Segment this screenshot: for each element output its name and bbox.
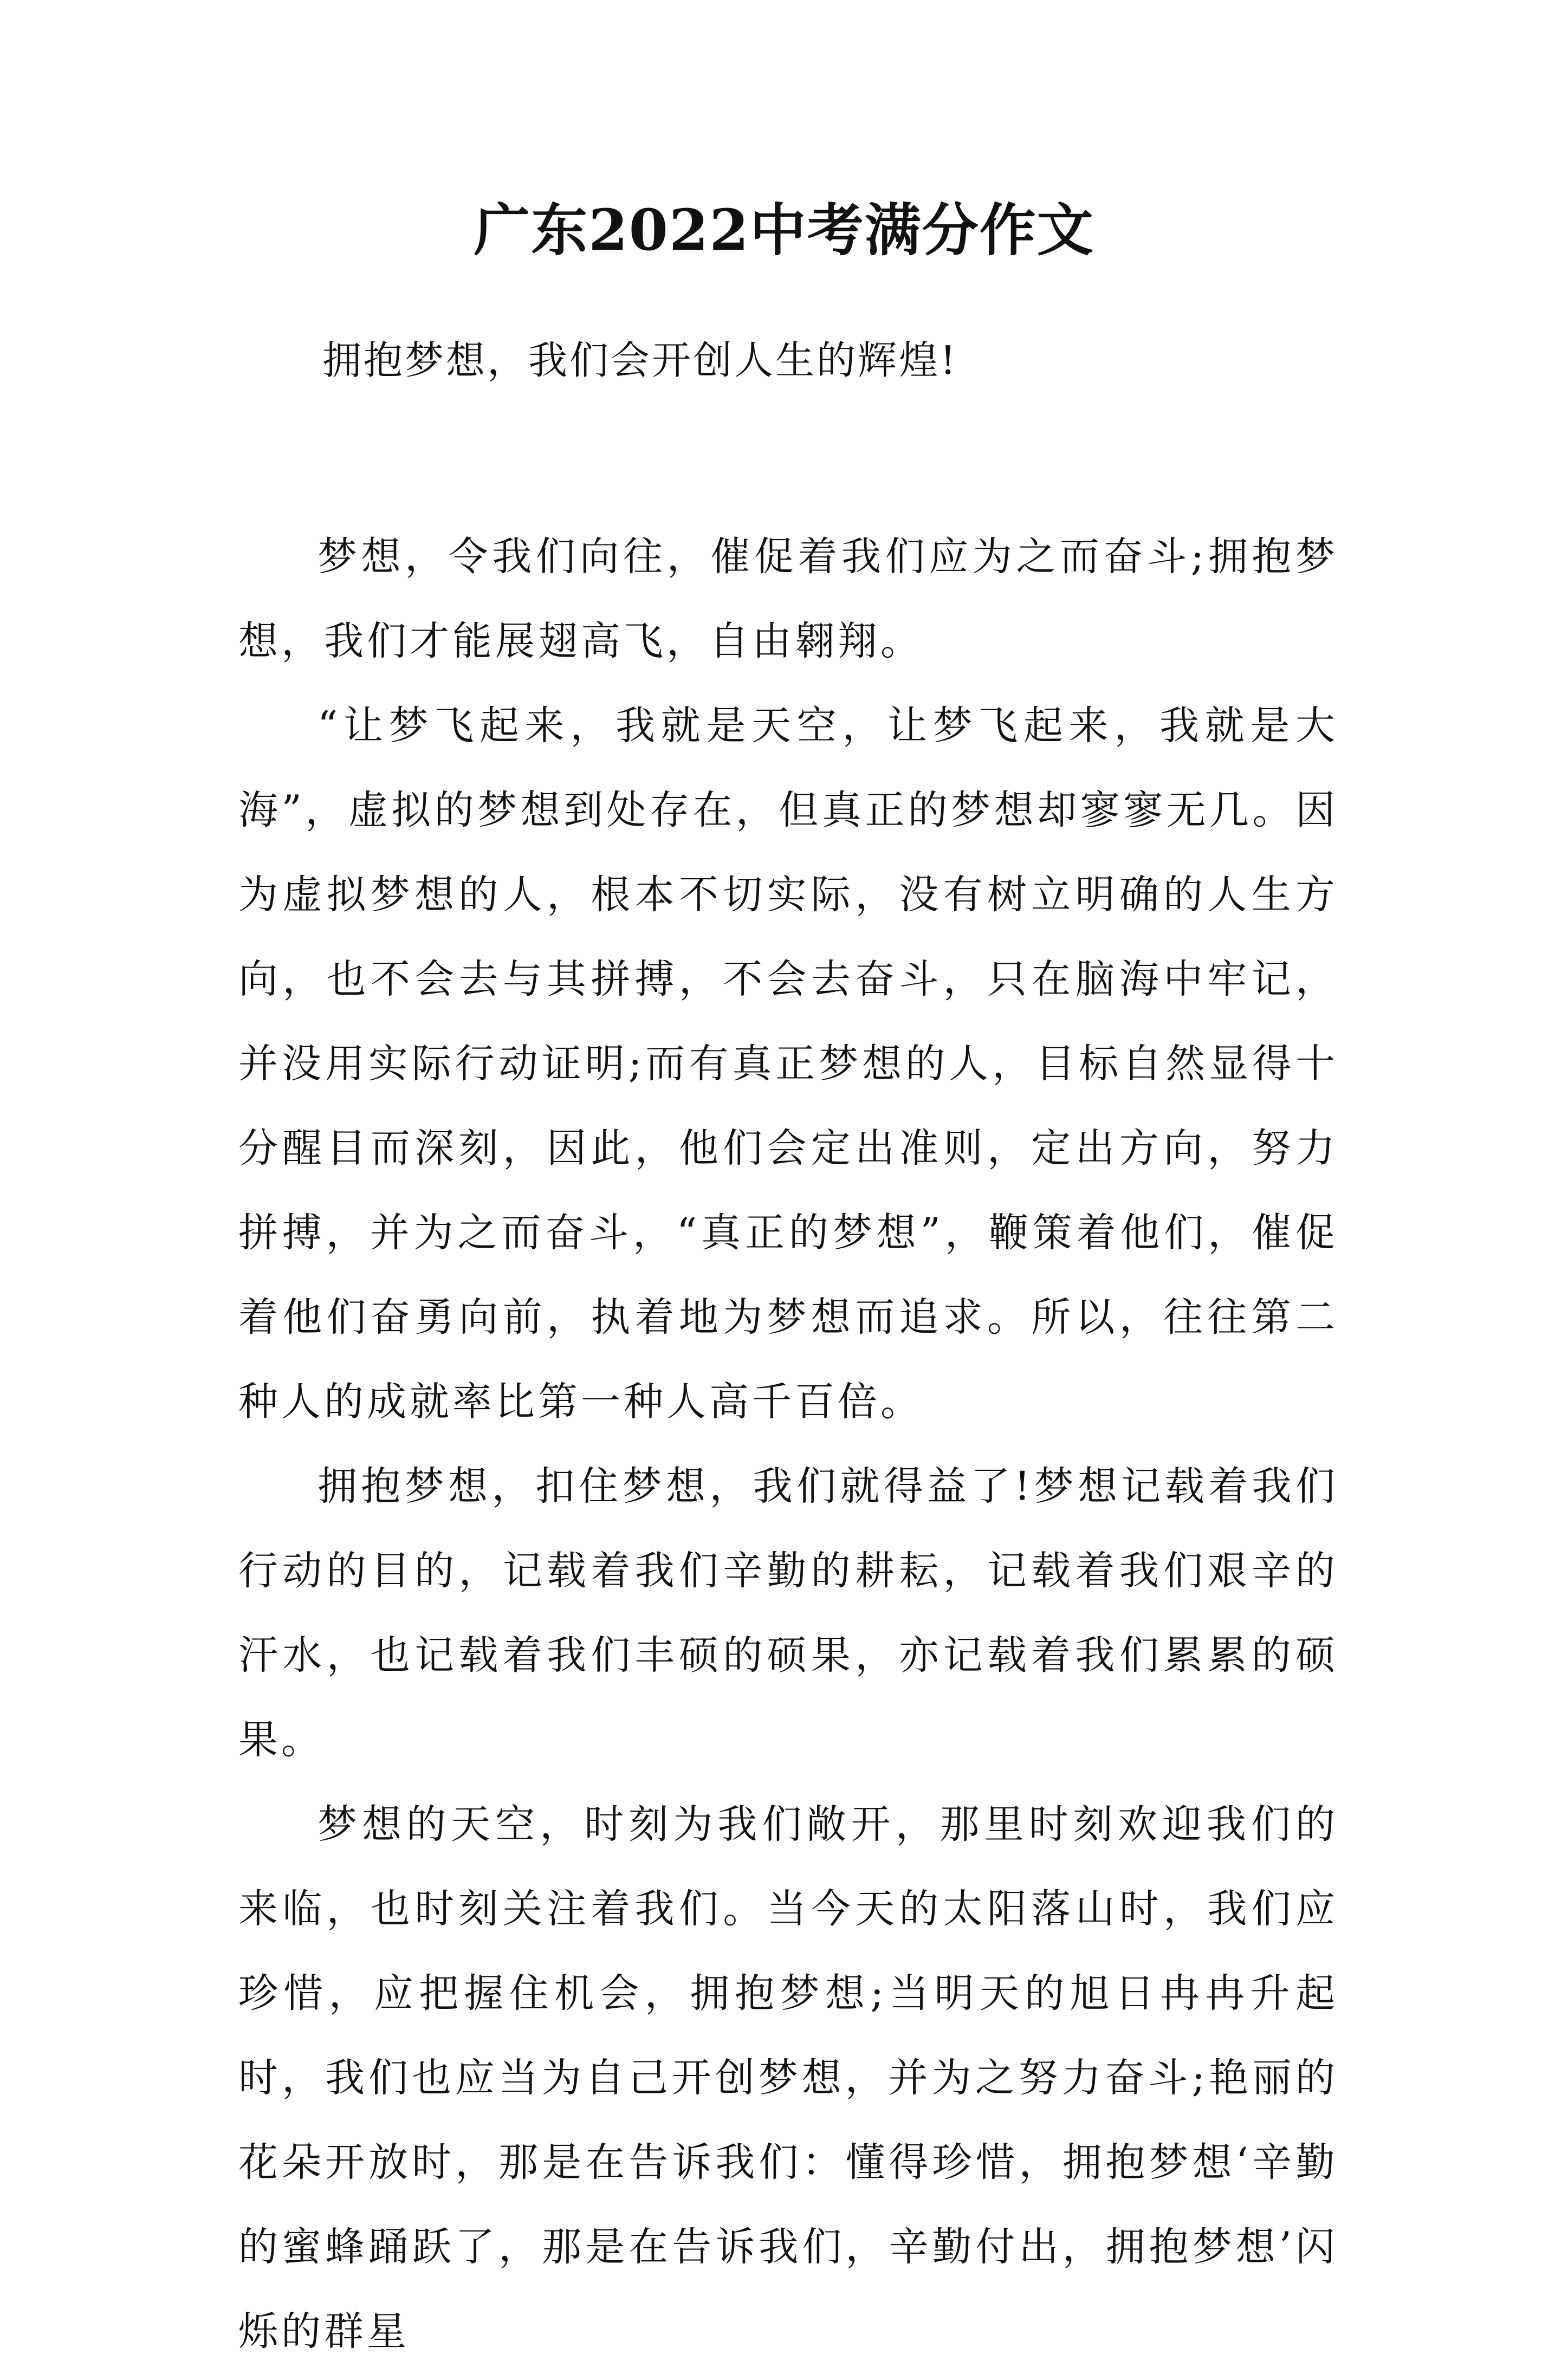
paragraph-2: “让梦飞起来，我就是天空，让梦飞起来，我就是大海”，虚拟的梦想到处存在，但真正的梦想却寥寥无几。因为虚拟梦想的人，根本不切实际，没有树立明确的人生方向，也不会去与其拼搏，不会去奋斗，只在脑海中牢记，并没用实际行动证明;而有真正梦想的人，目标自然显得十分醒目而深刻，因此，他们会定出准则，定出方向，努力拼搏，并为之而奋斗，“真正的梦想”，鞭策着他们，催促着他们奋勇向前，执着地为梦想而追求。所以，往往第二种人的成就率比第一种人高千百倍。 [238,703,1338,1425]
paragraph-3: 拥抱梦想，扣住梦想，我们就得益了!梦想记载着我们行动的目的，记载着我们辛勤的耕耘，记载着我们艰辛的汗水，也记载着我们丰硕的硕果，亦记载着我们累累的硕果。 [238,1463,1338,1763]
paragraph-4: 梦想的天空，时刻为我们敞开，那里时刻欢迎我们的来临，也时刻关注着我们。当今天的太阳落山时，我们应珍惜，应把握住机会，拥抱梦想;当明天的旭日冉冉升起时，我们也应当为自己开创梦想，并为之努力奋斗;艳丽的花朵开放时，那是在告诉我们：懂得珍惜，拥抱梦想‘辛勤的蜜蜂踊跃了，那是在告诉我们，辛勤付出，拥抱梦想’闪烁的群星 [238,1801,1338,2354]
paragraph-1: 梦想，令我们向往，催促着我们应为之而奋斗;拥抱梦想，我们才能展翅高飞，自由翱翔。 [238,534,1338,664]
essay-subtitle: 拥抱梦想，我们会开创人生的辉煌! [322,338,958,383]
page-title: 广东2022中考满分作文 [474,197,1094,263]
essay-body [238,515,1338,2374]
